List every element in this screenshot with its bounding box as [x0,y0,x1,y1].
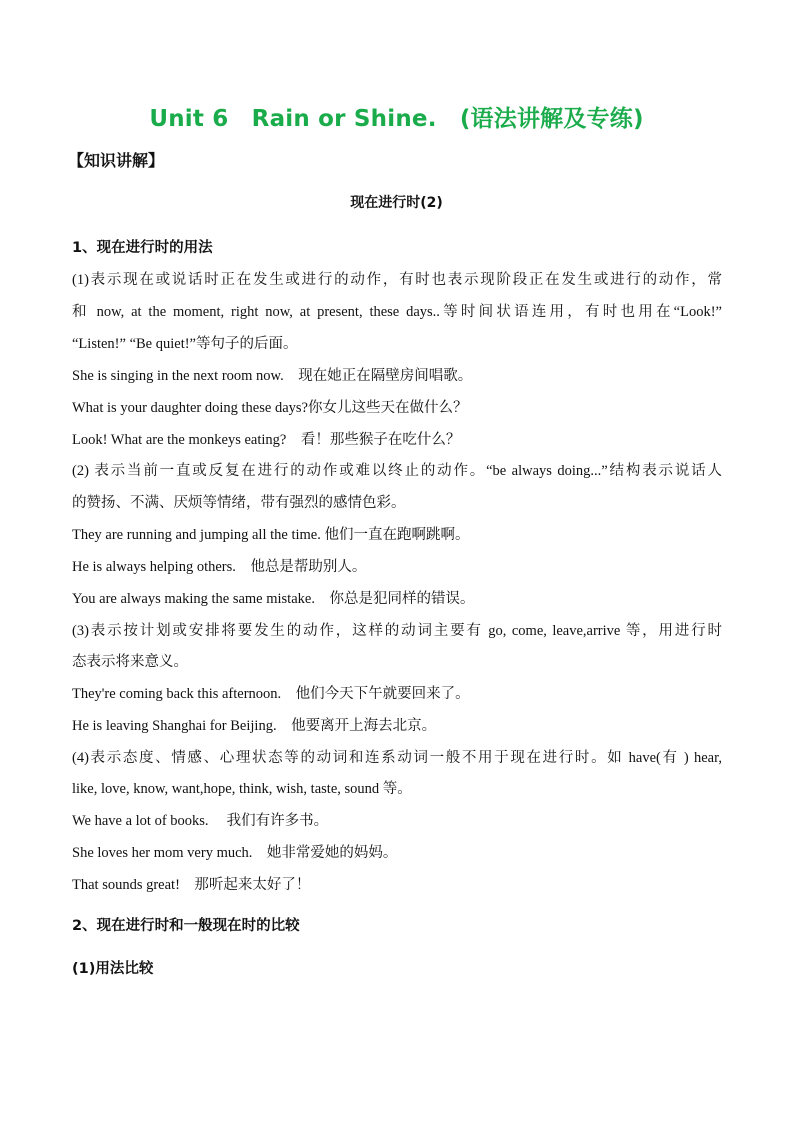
example-sentence: He is always helping others. 他总是帮助别人。 [72,559,367,575]
heading-usage-comparison: (1)用法比较 [72,961,154,977]
example-sentence: You are always making the same mistake. 你总是犯同样的错误。 [72,591,475,607]
paragraph-line: 和 now, at the moment, right now, at present, these days..等时间状语连用，有时也用在“Look!” [72,304,722,320]
paragraph-line: “Listen!” “Be quiet!”等句子的后面。 [72,336,298,352]
example-sentence: Look! What are the monkeys eating? 看！那些猴子在吃什么？ [72,432,461,448]
paragraph-line: (2) 表示当前一直或反复在进行的动作或难以终止的动作。“be always doing...”结构表示说话人 [72,463,722,479]
heading-usage: 1、现在进行时的用法 [72,240,213,256]
paragraph-line: (3)表示按计划或安排将要发生的动作，这样的动词主要有 go, come, leave,arrive 等，用进行时 [72,623,722,639]
example-sentence: They're coming back this afternoon. 他们今天下午就要回来了。 [72,686,470,702]
example-sentence: We have a lot of books. 我们有许多书。 [72,813,329,829]
heading-comparison: 2、现在进行时和一般现在时的比较 [72,918,300,934]
example-sentence: That sounds great! 那听起来太好了！ [72,877,311,893]
subtitle: 现在进行时(2) [350,195,443,211]
example-sentence: He is leaving Shanghai for Beijing. 他要离开上海去北京。 [72,718,437,734]
example-sentence: What is your daughter doing these days?你女儿这些天在做什么？ [72,400,468,416]
paragraph-line: 态表示将来意义。 [72,654,188,670]
paragraph-line: (4)表示态度、情感、心理状态等的动词和连系动词一般不用于现在进行时。如 have(有 ) hear, [72,750,722,766]
page-title: Unit 6 Rain or Shine. (语法讲解及专练) [149,106,644,132]
paragraph-line: like, love, know, want,hope, think, wish, taste, sound 等。 [72,781,412,797]
example-sentence: They are running and jumping all the time. 他们一直在跑啊跳啊。 [72,527,470,543]
example-sentence: She is singing in the next room now. 现在她正在隔壁房间唱歌。 [72,368,473,384]
example-sentence: She loves her mom very much. 她非常爱她的妈妈。 [72,845,398,861]
paragraph-line: (1)表示现在或说话时正在发生或进行的动作，有时也表示现阶段正在发生或进行的动作，常 [72,272,722,288]
paragraph-line: 的赞扬、不满、厌烦等情绪，带有强烈的感情色彩。 [72,495,406,511]
section-tag: 【知识讲解】 [68,151,165,170]
